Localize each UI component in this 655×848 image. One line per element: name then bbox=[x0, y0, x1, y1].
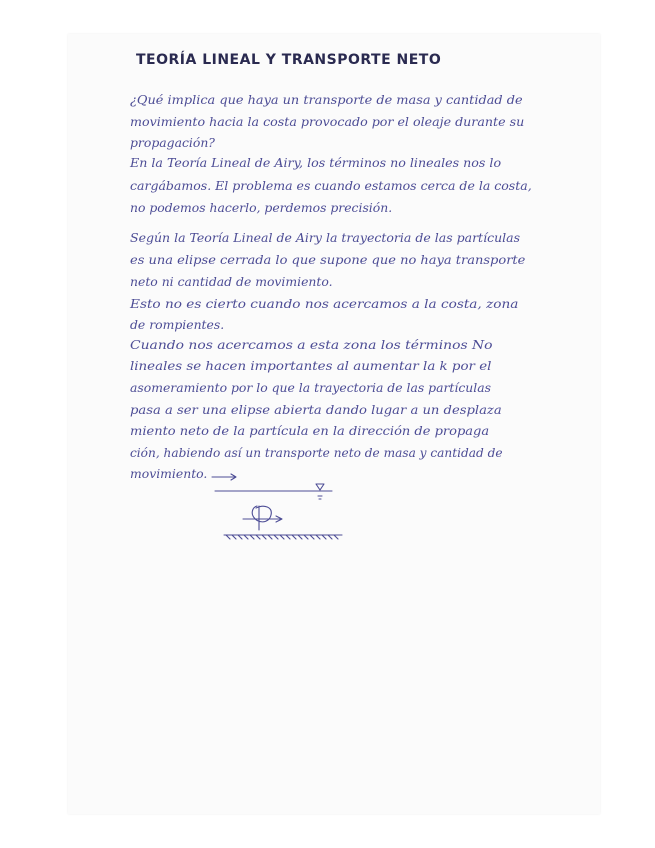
text-line: ¿Qué implica que haya un transporte de masa y cantidad de bbox=[130, 92, 523, 107]
particle-trajectory-sketch bbox=[140, 440, 360, 550]
text-line: Esto no es cierto cuando nos acercamos a la costa, zona bbox=[130, 296, 519, 311]
text-line: es una elipse cerrada lo que supone que no haya transporte bbox=[130, 252, 526, 267]
text-line: movimiento. bbox=[130, 466, 208, 481]
text-line: ción, habiendo así un transporte neto de masa y cantidad de bbox=[130, 445, 503, 460]
text-line: miento neto de la partícula en la dirección de propaga bbox=[130, 423, 490, 438]
text-line: En la Teoría Lineal de Airy, los términos no lineales nos lo bbox=[130, 155, 502, 170]
text-line: de rompientes. bbox=[130, 317, 225, 332]
propagation-arrow-icon bbox=[212, 474, 236, 480]
text-line: asomeramiento por lo que la trayectoria de las partículas bbox=[130, 380, 491, 395]
text-line: pasa a ser una elipse abierta dando lugar a un desplaza bbox=[130, 402, 502, 417]
text-line: neto ni cantidad de movimiento. bbox=[130, 274, 333, 289]
text-line: lineales se hacen importantes al aumentar la k por el bbox=[130, 358, 492, 373]
open-orbit-icon bbox=[243, 506, 282, 530]
page-title: TEORÍA LINEAL Y TRANSPORTE NETO bbox=[136, 52, 442, 68]
seabed-hatching bbox=[226, 535, 338, 539]
notebook-page bbox=[68, 34, 600, 814]
text-line: movimiento hacia la costa provocado por el oleaje durante su bbox=[130, 114, 525, 129]
text-line: Cuando nos acercamos a esta zona los términos No bbox=[130, 337, 493, 352]
text-line: propagación? bbox=[130, 135, 215, 150]
text-line: no podemos hacerlo, perdemos precisión. bbox=[130, 200, 393, 215]
text-line: Según la Teoría Lineal de Airy la trayectoria de las partículas bbox=[130, 230, 521, 245]
text-line: cargábamos. El problema es cuando estamos cerca de la costa, bbox=[130, 178, 532, 193]
